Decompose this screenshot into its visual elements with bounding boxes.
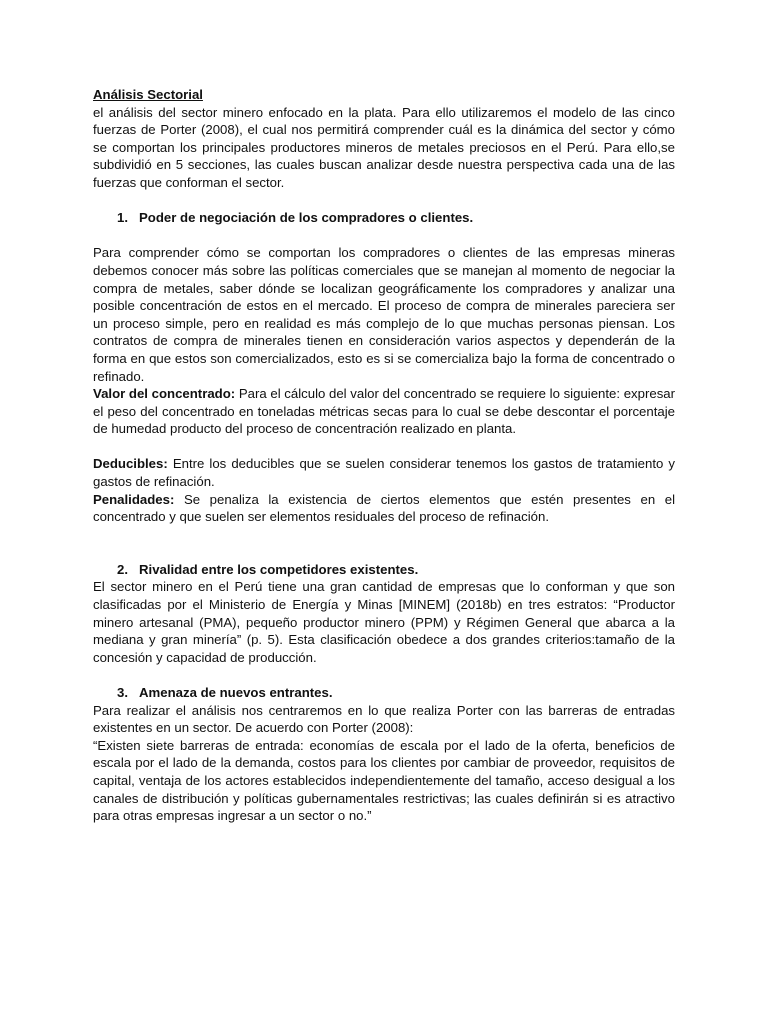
- section-heading-2: [93, 561, 675, 579]
- section-2-paragraph: El sector minero en el Perú tiene una gran cantidad de empresas que lo conforman y que son clasificadas por el Ministerio de Energía y Minas [MINEM] (2018b) en tres estratos: “Productor minero artesanal (PMA), pequeño productor minero (PPM) y Régimen General que abarca a la mediana y gran minería” (p. 5). Esta clasificación obedece a dos grandes criterios:tamaño de la concesión y capacidad de producción.: [93, 579, 675, 665]
- term-valor-concentrado: [93, 385, 675, 438]
- section-3-quote: “Existen siete barreras de entrada: economías de escala por el lado de la oferta, beneficios de escala por el lado de la demanda, costos para los clientes por cambiar de proveedor, requisitos de capital, ventaja de los actores establecidos independientemente del tamaño, acceso desigual a los canales de distribución y políticas gubernamentales restrictivas; las cuales definirán si es atractivo para otras empresas ingresar a un sector o no.”: [93, 737, 675, 824]
- section-number-2: 2.: [117, 561, 128, 577]
- section-title-2: Rivalidad entre los competidores existentes.: [139, 561, 419, 577]
- section-heading-1: [93, 209, 675, 227]
- section-title-1: Poder de negociación de los compradores o clientes.: [139, 210, 474, 226]
- section-number-1: 1.: [117, 210, 128, 226]
- document-title: Análisis Sectorial: [93, 87, 203, 102]
- section-number-3: 3.: [117, 685, 128, 700]
- term-penalidades: [93, 491, 675, 526]
- section-1-paragraph: Para comprender cómo se comportan los compradores o clientes de las empresas mineras debemos conocer más sobre las políticas comerciales que se manejan al momento de negociar la compra de metales, saber dónde se localizan geográficamente los compradores y analizar una posible concentración de estos en el mercado. El proceso de compra de minerales pareciera ser un proceso simple, pero en realidad es más complejo de lo que muchas personas piensan. Los contratos de compra de minerales tienen en consideración varios aspectos y dependerán de la forma en que estos son comercializados, esto es si se comercializa bajo la forma de concentrado o refinado.: [93, 245, 675, 384]
- term-label: Penalidades:: [93, 491, 175, 507]
- term-label: Deducibles:: [93, 456, 168, 472]
- section-3-paragraph: Para realizar el análisis nos centraremos en lo que realiza Porter con las barreras de entradas existentes en un sector. De acuerdo con Porter (2008):: [93, 702, 675, 736]
- term-text: Para el cálculo del valor del concentrado se requiere lo siguiente: expresar el peso del concentrado en toneladas métricas secas para lo cual se debe descontar el porcentaje de humedad producto del proceso de concentración realizado en planta.: [93, 386, 676, 437]
- intro-paragraph: el análisis del sector minero enfocado en la plata. Para ello utilizaremos el modelo de las cinco fuerzas de Porter (2008), el cual nos permitirá comprender cuál es la dinámica del sector y cómo se comportan los principales productores mineros de metales preciosos en el Perú. Para ello,se subdividió en 5 secciones, las cuales buscan analizar desde nuestra perspectiva cada una de las fuerzas que conforman el sector.: [93, 104, 675, 190]
- term-text: Entre los deducibles que se suelen considerar tenemos los gastos de tratamiento y gastos de refinación.: [93, 456, 675, 490]
- term-text: Se penaliza la existencia de ciertos elementos que estén presentes en el concentrado y que suelen ser elementos residuales del proceso de refinación.: [93, 491, 675, 525]
- term-deducibles: [93, 455, 675, 490]
- section-title-3: Amenaza de nuevos entrantes.: [139, 685, 333, 700]
- term-label: Valor del concentrado:: [93, 386, 236, 402]
- section-heading-3: [93, 684, 675, 702]
- document-page: [93, 86, 675, 825]
